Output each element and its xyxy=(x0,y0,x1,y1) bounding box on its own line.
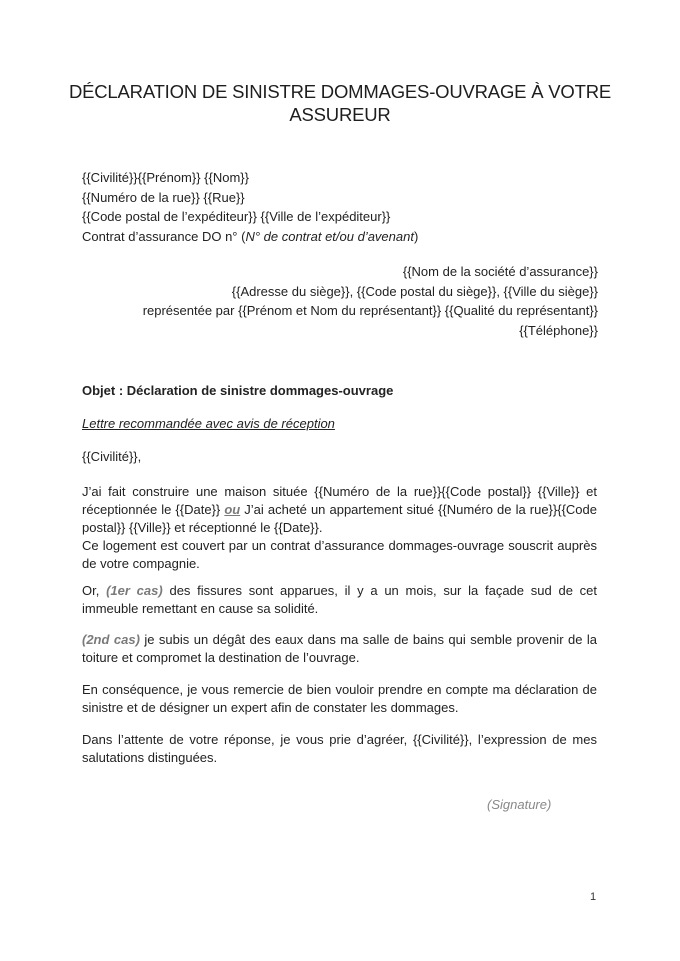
recipient-company: {{Nom de la société d’assurance}} xyxy=(402,264,598,279)
p1-text-a: J’ai fait construire une maison située {{Numéro de la rue}}{{Code postal}} {{Ville}} et réceptionnée le {{Date}} xyxy=(82,484,597,517)
registered-letter-note: Lettre recommandée avec avis de réception xyxy=(82,416,335,431)
case-2-label: (2nd cas) xyxy=(82,632,140,647)
document-title: DÉCLARATION DE SINISTRE DOMMAGES-OUVRAGE À VOTRE ASSUREUR xyxy=(68,81,612,125)
contract-label: Contrat d’assurance DO n° ( xyxy=(82,228,246,244)
paragraph-construction xyxy=(82,483,597,573)
paragraph-case-2 xyxy=(82,631,597,667)
contract-close: ) xyxy=(413,228,419,244)
p2-text-b: des fissures sont apparues, il y a un mois, sur la façade sud de cet immeuble remettant en cause sa solidité. xyxy=(82,583,598,616)
contract-hint: N° de contrat et/ou d’avenant xyxy=(245,228,414,244)
sender-name: {{Civilité}}{{Prénom}} {{Nom}} xyxy=(82,170,249,185)
recipient-address: {{Adresse du siège}}, {{Code postal du siège}}, {{Ville du siège}} xyxy=(231,283,598,299)
page-number: 1 xyxy=(590,891,597,903)
recipient-representative: représentée par {{Prénom et Nom du représentant}} {{Qualité du représentant}} xyxy=(142,303,598,318)
recipient-block xyxy=(143,262,598,340)
p1-text-c: Ce logement est couvert par un contrat d’assurance dommages-ouvrage souscrit auprès de votre compagnie. xyxy=(82,538,597,571)
p1-text-b: J’ai acheté un appartement situé {{Numéro de la rue}}{{Code postal}} {{Ville}} et réceptionné le {{Date}}. xyxy=(82,502,597,535)
case-1-label: (1er cas) xyxy=(106,583,163,598)
contract-number xyxy=(82,227,418,247)
paragraph-case-1 xyxy=(82,582,597,618)
recipient-phone: {{Téléphone}} xyxy=(519,322,598,338)
p3-text-b: je subis un dégât des eaux dans ma salle de bains qui semble provenir de la toiture et compromet la destination de l’ouvrage. xyxy=(82,632,597,665)
sender-city: {{Code postal de l’expéditeur}} {{Ville de l’expéditeur}} xyxy=(82,209,391,224)
or-choice: ou xyxy=(224,502,241,517)
subject-line: Objet : Déclaration de sinistre dommages-ouvrage xyxy=(82,383,394,398)
signature-placeholder: (Signature) xyxy=(487,797,552,812)
p2-text-a: Or, xyxy=(82,583,107,598)
paragraph-request: En conséquence, je vous remercie de bien vouloir prendre en compte ma déclaration de sinistre et de désigner un expert afin de constater les dommages. xyxy=(82,682,597,715)
sender-street: {{Numéro de la rue}} {{Rue}} xyxy=(82,189,245,205)
sender-block xyxy=(82,168,418,246)
paragraph-closing: Dans l’attente de votre réponse, je vous prie d’agréer, {{Civilité}}, l’expression de mes salutations distinguées. xyxy=(82,732,597,765)
salutation: {{Civilité}}, xyxy=(82,449,142,464)
